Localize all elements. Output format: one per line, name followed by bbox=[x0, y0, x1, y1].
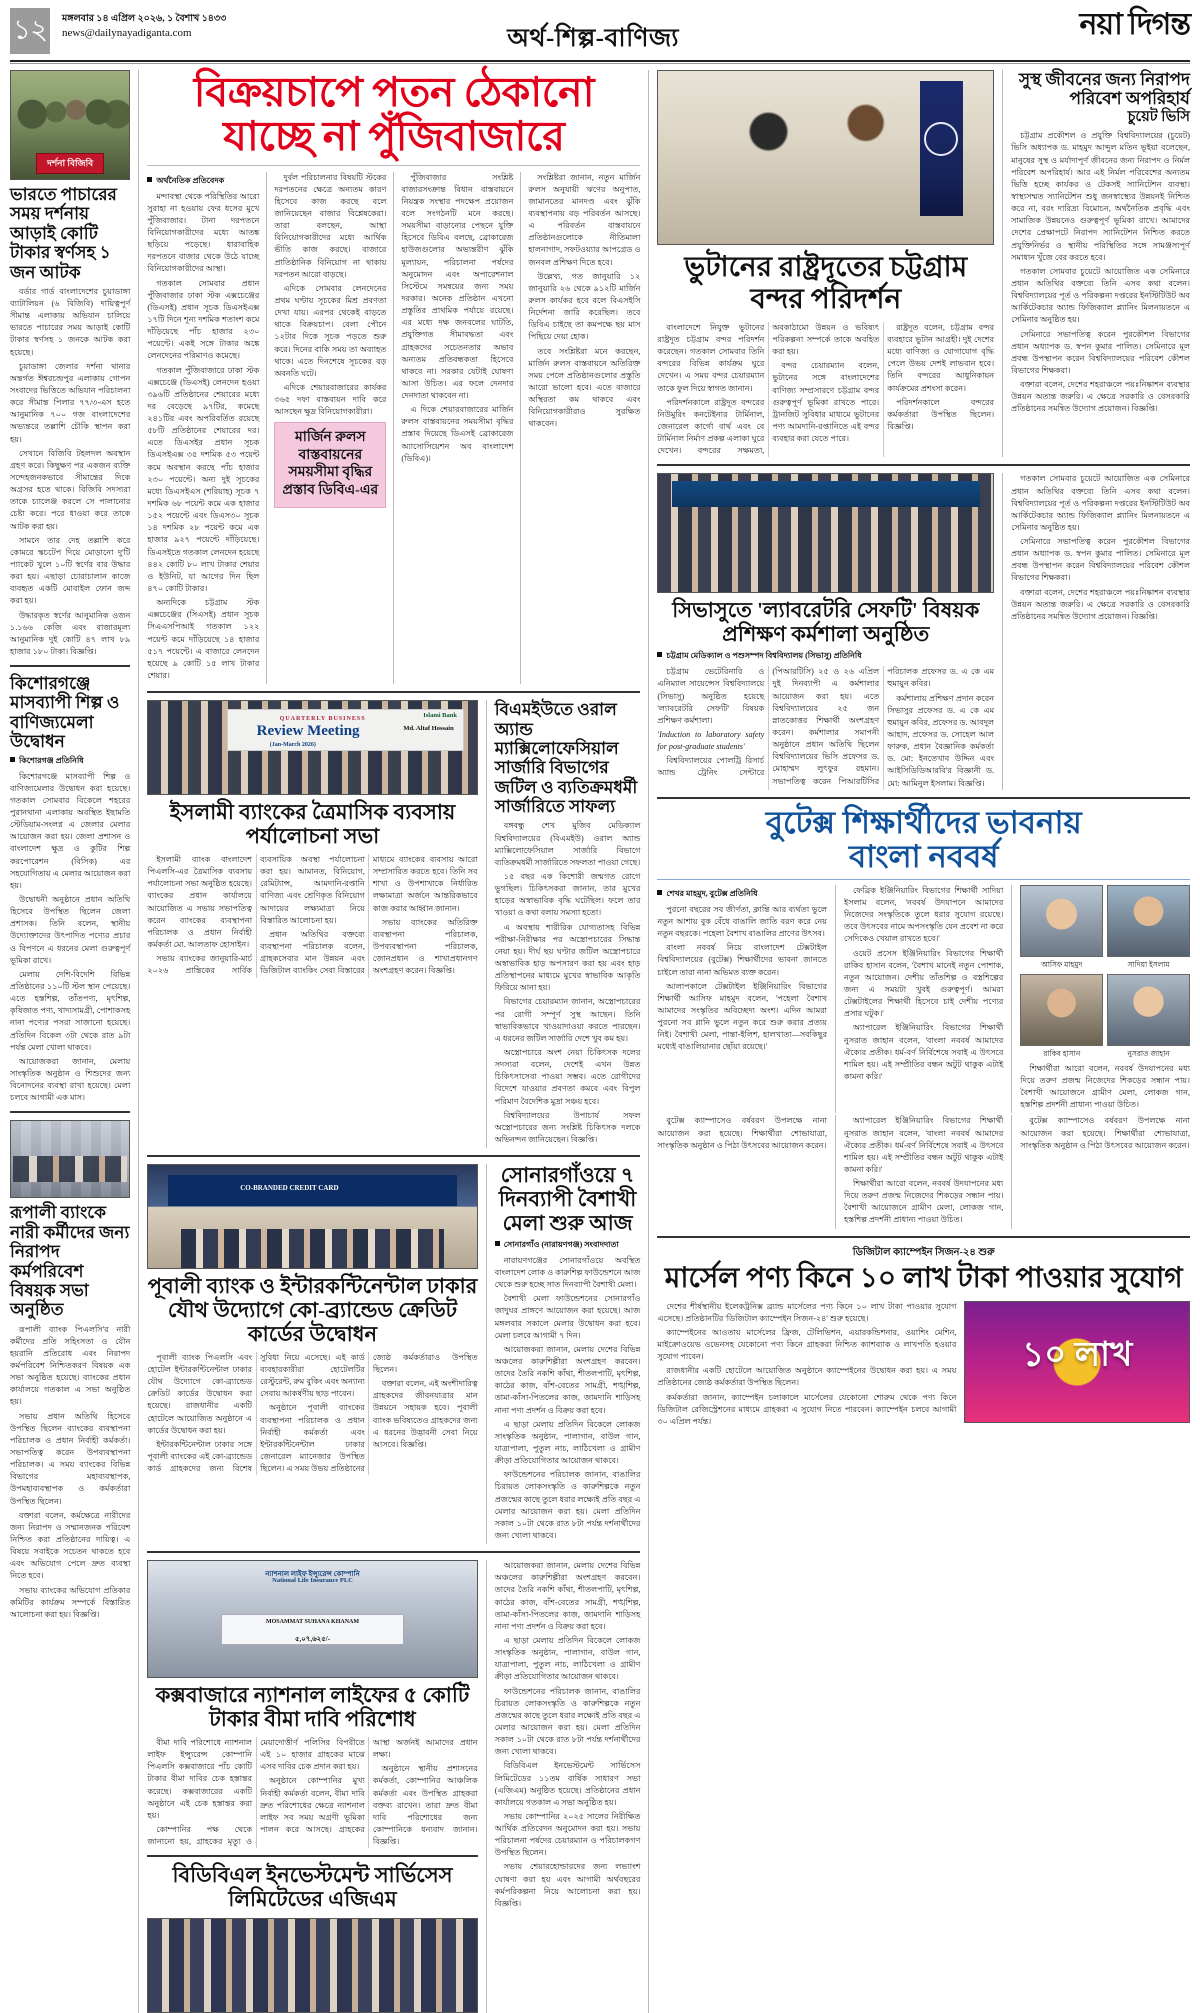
rail-separator-1 bbox=[138, 70, 139, 2013]
butex-body-grid-2 bbox=[657, 1115, 1190, 1228]
lead-col-3: পুঁজিবাজার সংশ্লিষ্ট বাজারসংক্রান্ত বিধান বাস্তবায়নে নিয়ন্ত্রক সংস্থার পদক্ষেপ প্রয়োজন বলে সংগঠনটি মনে করছে। সময়সীমা বাড়ানোর পেছনে যুক্তি হিসেবে ডিবিএ বলছে, ব্রোকারেজ হাউজগুলোর অভ্যন্তরীণ ঝুঁকি মূল্যায়ন, পরিচালনা পর্ষদের অনুমোদন এবং অপারেশনাল সিস্টেমে সমন্বয়ের জন্য সময় দরকার। অনেক প্রতিষ্ঠান এখনো প্রস্তুতির প্রাথমিক পর্যায়ে রয়েছে। এর মধ্যে দক্ষ জনবলের ঘাটতি, প্রযুক্তিগত সীমাবদ্ধতা এবং গ্রাহকদের সচেতনতার অভাব অন্যতম প্রতিবন্ধকতা হিসেবে থাকবে না। সরকার যেটাই ঘোষণা আসা উচিত। এর ফলে দেনদার দেনদাতা থাকবেন না। এ দিকে শেয়ারবাজারের মার্জিন রুলস বাস্তবায়নের সময়সীমা বৃদ্ধির প্রস্তাব দিয়েছে ডিএসই ব্রোকারেজ অ্যাসোসিয়েশন অব বাংলাদেশ (ডিবিএ)। bbox=[401, 172, 514, 463]
butex-col-3: আসিফ মাহমুদ সাদিয়া ইসলাম রাকিব হাসান নুসরাত জাহান শিক্ষার্থীরা আরো বলেন, নববর্ষ উদযাপনের মধ্য দিয়ে তরুণ প্রজন্ম নিজেদের শিকড়ের সন্ধান পায়। বৈশাখী আয়োজনে গ্রামীণ মেলা, লোকজ গান, হস্তশিল্প প্রদর্শনী প্রাধান্য পাওয়া উচিত। bbox=[1020, 885, 1190, 1114]
body-bhutan: বাংলাদেশে নিযুক্ত ভুটানের রাষ্ট্রদূত চট্টগ্রাম বন্দর পরিদর্শন করেছেন। গতকাল সোমবার তিনি বন্দরের বিভিন্ন কার্যক্রম ঘুরে দেখেন। এ সময় বন্দর চেয়ারম্যান তাকে ফুল দিয়ে স্বাগত জানান। পরিদর্শনকালে রাষ্ট্রদূত বন্দরের নিউমুরিং কনটেইনার টার্মিনাল, জেনারেল কার্গো বার্থ এবং বে টার্মিনাল নির্মাণ প্রকল্প এলাকা ঘুরে দেখেন। বন্দরের সক্ষমতা, অবকাঠামো উন্নয়ন ও ভবিষ্যৎ পরিকল্পনা সম্পর্কে তাকে অবহিত করা হয়। বন্দর চেয়ারম্যান বলেন, ভুটানের সঙ্গে বাংলাদেশের বাণিজ্য সম্প্রসারণে চট্টগ্রাম বন্দর গুরুত্বপূর্ণ ভূমিকা রাখতে পারে। ট্রানজিট সুবিধার মাধ্যমে ভুটানের পণ্য আমদানি-রপ্তানিতে এই বন্দর ব্যবহার করা যেতে পারে। রাষ্ট্রদূত বলেন, চট্টগ্রাম বন্দর ব্যবহারে ভুটান আগ্রহী। দুই দেশের মধ্যে বাণিজ্য ও যোগাযোগ বৃদ্ধি পেলে উভয় দেশই লাভবান হবে। তিনি বন্দরের আধুনিকায়ন কার্যক্রমের প্রশংসা করেন। পরিদর্শনকালে বন্দরের কর্মকর্তারা উপস্থিত ছিলেন। বিজ্ঞপ্তি। bbox=[657, 322, 995, 456]
lead-pullquote-box bbox=[274, 422, 386, 508]
center-divider-4 bbox=[147, 1855, 477, 1857]
photo-person-name: Md. Altaf Hossain bbox=[403, 725, 454, 733]
headline-cuet-line1[interactable]: সুস্থ জীবনের জন্য নিরাপদ bbox=[1018, 70, 1190, 89]
headline-lab-safety-line1[interactable]: সিভাসুতে 'ল্যাবরেটরি সেফটি' বিষয়ক bbox=[672, 598, 980, 623]
cheque-amount: ৫,০৭,৬২৫/- bbox=[294, 1635, 331, 1644]
body-national-life: বীমা দাবি পরিশোধে ন্যাশনাল লাইফ ইন্স্যুরেন্স কোম্পানি পিএলসি কক্সবাজারে পাঁচ কোটি টাকার বীমা দাবির চেক হস্তান্তর করেছে। কক্সবাজারের একটি অনুষ্ঠানে এই চেক হস্তান্তর করা হয়। কোম্পানির পক্ষ থেকে জানানো হয়, গ্রাহকের মৃত্যু ও মেয়াদোত্তীর্ণ পলিসির বিপরীতে এই ১০ হাজার গ্রাহকের মাঝে এসব দাবির চেক প্রদান করা হয়। অনুষ্ঠানে কোম্পানির মুখ্য নির্বাহী কর্মকর্তা বলেন, বীমা দাবি দ্রুত পরিশোধের ক্ষেত্রে ন্যাশনাল লাইফ সব সময় অগ্রণী ভূমিকা পালন করে আসছে। গ্রাহকের আস্থা অর্জনই আমাদের প্রধান লক্ষ্য। অনুষ্ঠানে স্থানীয় প্রশাসনের কর্মকর্তা, কোম্পানির আঞ্চলিক কর্মকর্তা এবং উপস্থিত গ্রাহকরা বক্তব্য রাখেন। তারা দ্রুত বীমা দাবি পরিশোধের জন্য কোম্পানিকে ধন্যবাদ জানান। বিজ্ঞপ্তি। bbox=[147, 1737, 478, 1847]
lead-headline-line1[interactable]: বিক্রয়চাপে পতন ঠেকানো bbox=[193, 69, 595, 115]
butex-col-1: শেখর মাহমুদ, বুটেক্স প্রতিনিধি পুরনো বছরের সব জীর্ণতা, ক্লান্তি আর ব্যর্থতা ভুলে নতুন আশায় বুক বেঁধে বাঙালি জাতি বরণ করে নেয় নতুন বছরকে। পহেলা বৈশাখ বাঙালির প্রাণের উৎসব। বাংলা নববর্ষ নিয়ে বাংলাদেশ টেক্সটাইল বিশ্ববিদ্যালয়ের (বুটেক্স) শিক্ষার্থীদের ভাবনা জানতে চাইলে তারা নানা অভিমত ব্যক্ত করেন। আলাপকালে টেক্সটাইল ইঞ্জিনিয়ারিং বিভাগের শিক্ষার্থী আসিফ মাহমুদ বলেন, 'পহেলা বৈশাখ আমাদের সংস্কৃতির অবিচ্ছেদ্য অংশ। এদিন আমরা পুরনো সব গ্লানি ভুলে নতুন করে শুরু করার প্রত্যয় নিই। বৈশাখী মেলা, পান্তা-ইলিশ, হালখাতা—সবকিছুর মধ্যেই বাঙালিয়ানার ছোঁয়া রয়েছে।' bbox=[657, 888, 828, 1052]
headline-bhutan-line2[interactable]: বন্দর পরিদর্শন bbox=[750, 283, 902, 315]
page-grid bbox=[10, 70, 1190, 2013]
butex-portrait-4 bbox=[1107, 974, 1190, 1046]
center-divider-3 bbox=[147, 1551, 640, 1553]
butex-caption-4: নুসরাত জাহান bbox=[1127, 1048, 1170, 1058]
left-divider-2 bbox=[10, 1111, 130, 1113]
headline-islami-bank[interactable]: ইসলামী ব্যাংকের ত্রৈমাসিক ব্যবসায় পর্যালোচনা সভা bbox=[169, 800, 456, 849]
right-divider-2 bbox=[657, 797, 1190, 799]
body-cuet-cont: গতকাল সোমবার চুয়েটে আয়োজিত এক সেমিনারে প্রধান অতিথির বক্তব্যে তিনি এসব কথা বলেন। বিশ্ববিদ্যালয়ের পূর্ত ও পরিকল্পনা দপ্তরের ইনস্টিটিউট অব আর্কিটেকচার অ্যান্ড ফিজিক্যাল প্ল্যানিং মিলনায়তনে এ সেমিনার অনুষ্ঠিত হয়। সেমিনারে সভাপতিত্ব করেন পুরকৌশল বিভাগের প্রধান অধ্যাপক ড. স্বপন কুমার পালিত। সেমিনারে মূল প্রবন্ধ উপস্থাপন করেন বিশ্ববিদ্যালয়ের পরিবেশ কৌশল বিভাগের শিক্ষকরা। বক্তারা বলেন, দেশের শহরাঞ্চলে পয়ঃনিষ্কাশন ব্যবস্থার উন্নয়ন অত্যন্ত জরুরি। এ ক্ষেত্রে সরকারি ও বেসরকারি প্রতিষ্ঠানের সমন্বিত উদ্যোগ প্রয়োজন। বিজ্ঞপ্তি। bbox=[1011, 474, 1190, 621]
bullet-icon bbox=[657, 890, 662, 895]
date-block bbox=[62, 8, 226, 39]
butex-col-4: বুটেক্স ক্যাম্পাসেও বর্ষবরণ উপলক্ষে নানা আয়োজন করা হয়েছে। শিক্ষার্থীরা শোভাযাত্রা, সাংস্কৃতিক অনুষ্ঠান ও পিঠা উৎসবের আয়োজন করেন। bbox=[657, 1116, 828, 1150]
body-cuet: চট্টগ্রাম প্রকৌশল ও প্রযুক্তি বিশ্ববিদ্যালয়ের (চুয়েট) ভিসি অধ্যাপক ড. মাহমুদ আব্দুল মতিন ভূইয়া বলেছেন, মানুষের সুস্থ ও মর্যাদাপূর্ণ জীবনের জন্য নিরাপদ ও নির্মল পরিবেশ অপরিহার্য। আর এই নির্মল পরিবেশের অন্যতম ভিত্তি হচ্ছে কার্যকর ও টেকসই স্যানিটেশন ব্যবস্থা। স্বাস্থ্যসম্মত স্যানিটেশন শুধু জনস্বাস্থ্যের উন্নয়নই নিশ্চিত করে না, বরং দারিদ্র্য বিমোচন, অর্থনৈতিক প্রবৃদ্ধি এবং সামাজিক উন্নয়নেও গুরুত্বপূর্ণ ভূমিকা রাখে। আমাদের দেশের প্রেক্ষাপটে নিরাপদ স্যানিটেশন নিশ্চিত করতে প্রযুক্তিনির্ভর ও স্থানীয় পরিস্থিতির সঙ্গে সামঞ্জস্যপূর্ণ সমাধান খুঁজে বের করতে হবে। গতকাল সোমবার চুয়েটে আয়োজিত এক সেমিনারে প্রধান অতিথির বক্তব্যে তিনি এসব কথা বলেন। বিশ্ববিদ্যালয়ের পূর্ত ও পরিকল্পনা দপ্তরের ইনস্টিটিউট অব আর্কিটেকচার অ্যান্ড ফিজিক্যাল প্ল্যানিং মিলনায়তনে এ সেমিনার অনুষ্ঠিত হয়। সেমিনারে সভাপতিত্ব করেন পুরকৌশল বিভাগের প্রধান অধ্যাপক ড. স্বপন কুমার পালিত। সেমিনারে মূল প্রবন্ধ উপস্থাপন করেন বিশ্ববিদ্যালয়ের পরিবেশ কৌশল বিভাগের শিক্ষকরা। বক্তারা বলেন, দেশের শহরাঞ্চলে পয়ঃনিষ্কাশন ব্যবস্থার উন্নয়ন অত্যন্ত জরুরি। এ ক্ষেত্রে সরকারি ও বেসরকারি প্রতিষ্ঠানের সমন্বিত উদ্যোগ প্রয়োজন। বিজ্ঞপ্তি। bbox=[1011, 131, 1190, 414]
bullet-icon bbox=[10, 757, 15, 762]
photo-title-nlic-bn: ন্যাশনাল লাইফ ইন্স্যুরেন্স কোম্পানি bbox=[265, 1570, 360, 1579]
butex-portrait-2 bbox=[1107, 885, 1190, 957]
headline-bsmmu[interactable]: বিএমইউতে ওরাল অ্যান্ড ম্যাক্সিলোফেসিয়াল সার্জারি বিভাগের জটিল ও ব্যতিক্রমধর্মী সার্জারিতে সাফল্য bbox=[494, 700, 638, 817]
headline-bdbl[interactable]: বিডিবিএল ইনভেস্টমেন্ট সার্ভিসেস লিমিটেডের এজিএম bbox=[172, 1863, 453, 1912]
cuet-block bbox=[1011, 70, 1190, 457]
butex-caption-2: সাদিয়া ইসলাম bbox=[1127, 959, 1170, 969]
cuet-continued bbox=[1011, 473, 1190, 789]
cheque-payee: MOSAMMAT SUHANA KHANAM bbox=[265, 1619, 360, 1626]
bhutan-envoy-photo bbox=[657, 70, 994, 245]
byline-lead: অর্থনৈতিক প্রতিবেদক bbox=[147, 175, 259, 188]
left-headline-gold-seizure[interactable]: ভারতে পাচারের সময় দর্শনায় আড়াই কোটি টাকার স্বর্ণসহ ১ জন আটক bbox=[10, 185, 117, 282]
butex-portraits-row-1 bbox=[1020, 885, 1190, 970]
bullet-icon bbox=[147, 177, 152, 182]
body-islami-bank: ইসলামী ব্যাংক বাংলাদেশ পিএলসি-এর ত্রৈমাসিক ব্যবসায় পর্যালোচনা সভা অনুষ্ঠিত হয়েছে। ব্যাংকের প্রধান কার্যালয়ে আয়োজিত এ সভায় সভাপতিত্ব করেন ব্যাংকের ব্যবস্থাপনা পরিচালক ও প্রধান নির্বাহী কর্মকর্তা মো. আলতাফ হোসাইন। সভায় ব্যাংকের জানুয়ারি-মার্চ ২০২৬ প্রান্তিকের সার্বিক ব্যবসায়িক অবস্থা পর্যালোচনা করা হয়। আমানত, বিনিয়োগ, রেমিট্যান্স, আমদানি-রপ্তানি বাণিজ্য এবং শ্রেণিকৃত বিনিয়োগ আদায়ের লক্ষ্যমাত্রা নিয়ে বিস্তারিত আলোচনা হয়। প্রধান অতিথির বক্তব্যে ব্যবস্থাপনা পরিচালক বলেন, গ্রাহকসেবার মান উন্নয়ন এবং ডিজিটাল ব্যাংকিং সেবা বিস্তারের মাধ্যমে ব্যাংকের ব্যবসায় আরো সম্প্রসারিত করতে হবে। তিনি সব শাখা ও উপশাখাকে নির্ধারিত লক্ষ্যমাত্রা অর্জনে আন্তরিকভাবে কাজ করার আহ্বান জানান। সভায় ব্যাংকের অতিরিক্ত ব্যবস্থাপনা পরিচালক, উপব্যবস্থাপনা পরিচালক, জোনপ্রধান ও শাখাপ্রধানগণ অংশগ্রহণ করেন। বিজ্ঞপ্তি। bbox=[147, 855, 478, 976]
butex-caption-3: রাকিব হাসান bbox=[1043, 1048, 1081, 1058]
headline-butex-line2[interactable]: বাংলা নববর্ষ bbox=[848, 838, 999, 874]
center-row-3 bbox=[147, 1164, 640, 1544]
center-row-4 bbox=[147, 1560, 640, 2013]
photo-banner-period: (Jan-March 2026) bbox=[269, 742, 316, 749]
masthead-rule-thin bbox=[10, 63, 1190, 64]
photo-brand-nlic: National Life Insurance PLC bbox=[272, 1577, 353, 1585]
butex-col-6: বুটেক্স ক্যাম্পাসেও বর্ষবরণ উপলক্ষে নানা আয়োজন করা হয়েছে। শিক্ষার্থীরা শোভাযাত্রা, সাংস্কৃতিক অনুষ্ঠান ও পিঠা উৎসবের আয়োজন করেন। bbox=[1020, 1116, 1190, 1150]
right-divider-1 bbox=[657, 464, 1190, 466]
national-life-cheque-photo bbox=[147, 1560, 477, 1678]
bullet-icon bbox=[495, 1241, 500, 1246]
publication-date: মঙ্গলবার ১৪ এপ্রিল ২০২৬, ১ বৈশাখ ১৪৩৩ bbox=[62, 14, 227, 24]
left-headline-kishoreganj[interactable]: কিশোরগঞ্জে মাসব্যাপী শিল্প ও বাণিজ্যমেলা উদ্বোধন bbox=[10, 674, 120, 752]
lab-safety-quoted-title: 'Induction to laboratory safety for post-graduate students' bbox=[657, 729, 765, 752]
body-sonargaon-cont: আয়োজকরা জানান, মেলায় দেশের বিভিন্ন অঞ্চলের কারুশিল্পীরা অংশগ্রহণ করবেন। তাদের তৈরি নকশি কাঁথা, শীতলপাটি, মৃৎশিল্প, কাঠের কাজ, বাঁশ-বেতের সামগ্রী, শঙ্খশিল্প, তামা-কাঁসা-পিতলের কাজ, জামদানি শাড়িসহ নানা পণ্য প্রদর্শন ও বিক্রয় করা হবে। এ ছাড়া মেলায় প্রতিদিন বিকেলে লোকজ সাংস্কৃতিক অনুষ্ঠান, পালাগান, বাউল গান, যাত্রাপালা, পুতুল নাচ, লাঠিখেলা ও গ্রামীণ ক্রীড়া প্রতিযোগিতার আয়োজন থাকবে। ফাউন্ডেশনের পরিচালক জানান, বাঙালির চিরায়ত লোকসংস্কৃতি ও কারুশিল্পকে নতুন প্রজন্মের কাছে তুলে ধরার লক্ষ্যেই প্রতি বছর এ মেলার আয়োজন করা হয়। মেলা প্রতিদিন সকাল ১০টা থেকে রাত ৮টা পর্যন্ত দর্শনার্থীদের জন্য খোলা থাকবে। বিডিবিএল ইনভেস্টমেন্ট সার্ভিসেস লিমিটেডের ১১তম বার্ষিক সাধারণ সভা (এজিএম) অনুষ্ঠিত হয়েছে। প্রতিষ্ঠানের প্রধান কার্যালয়ে গতকাল এ সভা অনুষ্ঠিত হয়। সভায় কোম্পানির ২০২৫ সালের নিরীক্ষিত আর্থিক প্রতিবেদন অনুমোদন করা হয়। সভায় পরিচালনা পর্ষদের চেয়ারম্যান ও পরিচালকগণ উপস্থিত ছিলেন। সভায় শেয়ারহোল্ডারদের জন্য লভ্যাংশ ঘোষণা করা হয় এবং আগামী অর্থবছরের কর্মপরিকল্পনা নিয়ে আলোচনা করা হয়। বিজ্ঞপ্তি। bbox=[494, 1561, 641, 1908]
butex-block bbox=[657, 806, 1190, 1229]
body-pubali: পূবালী ব্যাংক পিএলসি এবং হোটেল ইন্টারকন্টিনেন্টাল ঢাকার যৌথ উদ্যোগে কো-ব্র্যান্ডেড ক্রেডিট কার্ডের উদ্বোধন করা হয়েছে। রাজধানীর একটি হোটেলে আয়োজিত অনুষ্ঠানে এ কার্ডের উদ্বোধন করা হয়। ইন্টারকন্টিনেন্টাল ঢাকার সঙ্গে পূবালী ব্যাংকের এই কো-ব্র্যান্ডেড কার্ড গ্রাহকদের জন্য বিশেষ সুবিধা নিয়ে এসেছে। এই কার্ড ব্যবহারকারীরা হোটেলটির রেস্টুরেন্ট, রুম বুকিং এবং অন্যান্য সেবায় আকর্ষণীয় ছাড় পাবেন। অনুষ্ঠানে পূবালী ব্যাংকের ব্যবস্থাপনা পরিচালক ও প্রধান নির্বাহী কর্মকর্তা এবং ইন্টারকন্টিনেন্টাল ঢাকার জেনারেল ম্যানেজার উপস্থিত ছিলেন। এ সময় উভয় প্রতিষ্ঠানের জ্যেষ্ঠ কর্মকর্তারাও উপস্থিত ছিলেন। বক্তারা বলেন, এই অংশীদারিত্ব গ্রাহকদের জীবনযাত্রার মান উন্নয়নে সহায়ক হবে। পূবালী ব্যাংক ভবিষ্যতেও গ্রাহকদের জন্য এ ধরনের উদ্ভাবনী সেবা নিয়ে আসবে। বিজ্ঞপ্তি। bbox=[147, 1352, 478, 1474]
bdbl-agm-photo bbox=[147, 1918, 477, 2013]
lab-safety-photo bbox=[657, 473, 994, 593]
center-row-2 bbox=[147, 700, 640, 1148]
marcel-badge-amount: ১০ লাখ bbox=[1022, 1336, 1133, 1374]
headline-lab-safety-line2[interactable]: প্রশিক্ষণ কর্মশালা অনুষ্ঠিত bbox=[722, 622, 930, 647]
headline-bhutan-line1[interactable]: ভুটানের রাষ্ট্রদূতের চট্টগ্রাম bbox=[684, 252, 968, 283]
center-zone bbox=[147, 70, 640, 2013]
headline-sonargaon[interactable]: সোনারগাঁওয়ে ৭ দিনব্যাপী বৈশাখী মেলা শুরু আজ bbox=[498, 1163, 637, 1235]
lead-body-grid bbox=[147, 172, 640, 685]
photo-brand-islami: Islami Bank bbox=[423, 712, 457, 720]
photo-banner-kicker: QUARTERLY BUSINESS bbox=[279, 716, 366, 723]
headline-marcel[interactable]: মার্সেল পণ্য কিনে ১০ লাখ টাকা পাওয়ার সুযোগ bbox=[664, 1262, 1183, 1294]
lab-safety-block bbox=[657, 473, 994, 789]
body-bsmmu: বঙ্গবন্ধু শেখ মুজিব মেডিক্যাল বিশ্ববিদ্যালয়ের (বিএমইউ) ওরাল অ্যান্ড ম্যাক্সিলোফেসিয়াল সার্জারি বিভাগে ব্যতিক্রমধর্মী সার্জারিতে সফলতা পাওয়া গেছে। ১৫ বছর এক কিশোরী জন্মগত রোগে ভুগছিল। চিকিৎসকরা জানান, তার মুখের হাড়ের অস্বাভাবিক বৃদ্ধি ঘটেছিল। ফলে তার খাওয়া ও কথা বলায় সমস্যা হতো। এ অবস্থায় শারীরিক যোগ্যতাসহ বিভিন্ন পরীক্ষা-নিরীক্ষার পর অস্ত্রোপচারের সিদ্ধান্ত নেয়া হয়। দীর্ঘ ছয় ঘণ্টার জটিল অস্ত্রোপচারে অস্বাভাবিক হাড় অপসারণ করা হয় এবং হাড় প্রতিস্থাপনের মাধ্যমে মুখের স্বাভাবিক আকৃতি ফিরিয়ে আনা হয়। বিভাগের চেয়ারম্যান জানান, অস্ত্রোপচারের পর রোগী সম্পূর্ণ সুস্থ আছেন। তিনি স্বাভাবিকভাবে খাওয়াদাওয়া করতে পারছেন। এ ধরনের জটিল সার্জারি দেশে খুব কম হয়। অস্ত্রোপচারে অংশ নেয়া চিকিৎসক দলের সদস্যরা বলেন, দেশেই এখন উন্নত চিকিৎসাসেবা পাওয়া সম্ভব। এতে রোগীদের বিদেশে যাওয়ার প্রবণতা কমবে এবং বিপুল পরিমাণ বৈদেশিক মুদ্রা সঞ্চয় হবে। বিশ্ববিদ্যালয়ের উপাচার্য সফল অস্ত্রোপচারের জন্য সংশ্লিষ্ট চিকিৎসক দলকে অভিনন্দন জানিয়েছেন। বিজ্ঞপ্তি। bbox=[494, 821, 641, 1144]
bhutan-block bbox=[657, 70, 994, 457]
butex-portrait-1 bbox=[1020, 885, 1103, 957]
headline-cuet-line2[interactable]: পরিবেশ অপরিহার্য bbox=[1069, 89, 1190, 109]
butex-col-2: ফেব্রিক ইঞ্জিনিয়ারিং বিভাগের শিক্ষার্থী সাদিয়া ইসলাম বলেন, 'নববর্ষ উদযাপনে আমাদের নিজেদের সংস্কৃতিকে তুলে ধরার সুযোগ রয়েছে। তবে উৎসবের নামে অপসংস্কৃতি যেন প্রবেশ না করে সেদিকেও খেয়াল রাখতে হবে।' ওয়েট প্রসেস ইঞ্জিনিয়ারিং বিভাগের শিক্ষার্থী রাকিব হাসান বলেন, 'বৈশাখ মানেই নতুন পোশাক, নতুন আয়োজন। দেশীয় তাঁতশিল্প ও বস্ত্রশিল্পের জন্য এ সময়টা খুবই গুরুত্বপূর্ণ। আমরা টেক্সটাইলের শিক্ষার্থী হিসেবে চাই দেশীয় পণ্যের প্রসার ঘটুক।' অ্যাপারেল ইঞ্জিনিয়ারিং বিভাগের শিক্ষার্থী নুসরাত জাহান বলেন, 'বাংলা নববর্ষ আমাদের ঐক্যের প্রতীক। ধর্ম-বর্ণ নির্বিশেষে সবাই এ উৎসবে শামিল হয়। এই সম্প্রীতির বন্ধন অটুট থাকুক এটাই কামনা করি।' bbox=[844, 885, 1004, 1081]
left-body-kishoreganj: কিশোরগঞ্জে মাসব্যাপী শিল্প ও বাণিজ্যমেলার উদ্বোধন করা হয়েছে। গতকাল সোমবার বিকেলে শহরের পুরানথানা এলাকায় অবস্থিত ইছামতি স্টেডিয়াম-সংলগ্ন এ জেলার মেলার আয়োজন করা হয়। জেলা প্রশাসন ও বাংলাদেশ ক্ষুদ্র ও কুটির শিল্প করপোরেশন (বিসিক) এর সহযোগিতায় এ মেলার আয়োজন করা হয়। উদ্বোধনী অনুষ্ঠানে প্রধান অতিথি হিসেবে উপস্থিত ছিলেন জেলা প্রশাসক। তিনি বলেন, স্থানীয় উদ্যোক্তাদের উৎপাদিত পণ্যের প্রচার ও বিপণনে এ ধরনের মেলা গুরুত্বপূর্ণ ভূমিকা রাখে। মেলায় দেশি-বিদেশি বিভিন্ন প্রতিষ্ঠানের ১১০টি স্টল স্থান পেয়েছে। এতে হস্তশিল্প, তাঁতপণ্য, মৃৎশিল্প, কৃষিজাত পণ্য, খাদ্যসামগ্রী, পোশাকসহ নানা পণ্যের পসরা সাজানো হয়েছে। প্রতিদিন বিকেল ৩টা থেকে রাত ৯টা পর্যন্ত মেলা খোলা থাকবে। আয়োজকরা জানান, মেলায় সাংস্কৃতিক অনুষ্ঠান ও শিশুদের জন্য বিনোদনের ব্যবস্থা রাখা হয়েছে। মেলা চলবে আগামী এক মাস। bbox=[10, 771, 131, 1103]
left-rail bbox=[10, 70, 130, 2013]
center-divider-1 bbox=[147, 691, 640, 693]
section-title: অর্থ-শিল্প-বাণিজ্য bbox=[507, 25, 680, 52]
contact-email[interactable]: news@dailynayadiganta.com bbox=[62, 27, 192, 39]
byline-lab-safety: চট্টগ্রাম মেডিক্যাল ও পশুসম্পদ বিশ্ববিদ্যালয় (সিভাসু) প্রতিনিধি bbox=[657, 650, 994, 663]
bsmmu-block bbox=[495, 700, 641, 1148]
headline-national-life[interactable]: কক্সবাজারে ন্যাশনাল লাইফের ৫ কোটি টাকার বীমা দাবি পরিশোধ bbox=[155, 1683, 470, 1732]
left-body-gold-seizure: বর্ডার গার্ড বাংলাদেশের চুয়াডাঙ্গা ব্যাটালিয়ন (৬ বিজিবি) দায়িত্বপূর্ণ সীমান্ত এলাকায় অভিযান চালিয়ে ভারতে পাচারের সময় আড়াই কোটি টাকার স্বর্ণসহ ১ জনকে আটক করা হয়েছে। চুয়াডাঙ্গা জেলার দর্শনা থানার অন্তর্গত ঈশ্বরচন্দ্রপুর এলাকায় গোপন সংবাদের ভিত্তিতে অভিযান পরিচালনা করে সীমান্ত পিলার ৭৭/৩-এস হতে আনুমানিক ৭০০ গজ বাংলাদেশের অভ্যন্তরে তল্লাশি চৌকি স্থাপন করা হয়। সেখানে বিজিবি টহলদল অবস্থান গ্রহণ করে। কিছুক্ষণ পর একজন ব্যক্তি সন্দেহজনকভাবে সীমান্তের দিকে অগ্রসর হতে থাকে। বিজিবি সদস্যরা তাকে চ্যালেঞ্জ করলে সে পালানোর চেষ্টা করে। পরে ধাওয়া করে তাকে আটক করা হয়। সামনে তার দেহ তল্লাশি করে কোমরে স্কচটেপ দিয়ে মোড়ানো দু'টি প্যাকেট খুলে ১০টি স্বর্ণের বার উদ্ধার করা হয়। এছাড়া চোরাচালান কাজে ব্যবহৃত একটি মোবাইল ফোন জব্দ করা হয়। উদ্ধারকৃত স্বর্ণের আনুমানিক ওজন ১.১৬৬ কেজি এবং বাজারমূল্য আনুমানিক দুই কোটি ৪৭ লাখ ৮৯ হাজার ১৮০ টাকা। বিজ্ঞপ্তি। bbox=[10, 286, 131, 656]
headline-butex-line1[interactable]: বুটেক্স শিক্ষার্থীদের ভাবনায় bbox=[765, 804, 1082, 840]
masthead bbox=[10, 0, 1190, 58]
islami-bank-photo bbox=[147, 700, 477, 795]
page-number: ১২ bbox=[10, 8, 50, 54]
brand-logo[interactable] bbox=[960, 8, 1190, 40]
pubali-launch-photo: CO-BRANDED CREDIT CARD bbox=[147, 1164, 477, 1269]
right-divider-3 bbox=[657, 1236, 1190, 1238]
body-sonargaon: নারায়ণগঞ্জের সোনারগাঁওয়ে অবস্থিত বাংলাদেশ লোক ও কারুশিল্প ফাউন্ডেশনে আজ থেকে শুরু হচ্ছে সাত দিনব্যাপী বৈশাখী মেলা। বৈশাখী মেলা ফাউন্ডেশনের সোনারগাঁও জাদুঘর প্রাঙ্গণে আয়োজন করা হয়েছে। আজ মঙ্গলবার সকালে মেলার উদ্বোধন করা হবে। মেলা চলবে আগামী ৭ দিন। আয়োজকরা জানান, মেলায় দেশের বিভিন্ন অঞ্চলের কারুশিল্পীরা অংশগ্রহণ করবেন। তাদের তৈরি নকশি কাঁথা, শীতলপাটি, মৃৎশিল্প, কাঠের কাজ, বাঁশ-বেতের সামগ্রী, শঙ্খশিল্প, তামা-কাঁসা-পিতলের কাজ, জামদানি শাড়িসহ নানা পণ্য প্রদর্শন ও বিক্রয় করা হবে। এ ছাড়া মেলায় প্রতিদিন বিকেলে লোকজ সাংস্কৃতিক অনুষ্ঠান, পালাগান, বাউল গান, যাত্রাপালা, পুতুল নাচ, লাঠিখেলা ও গ্রামীণ ক্রীড়া প্রতিযোগিতার আয়োজন থাকবে। ফাউন্ডেশনের পরিচালক জানান, বাঙালির চিরায়ত লোকসংস্কৃতি ও কারুশিল্পকে নতুন প্রজন্মের কাছে তুলে ধরার লক্ষ্যেই প্রতি বছর এ মেলার আয়োজন করা হয়। মেলা প্রতিদিন সকাল ১০টা থেকে রাত ৮টা পর্যন্ত দর্শনার্থীদের জন্য খোলা থাকবে। bbox=[494, 1255, 641, 1540]
byline-kishoreganj: কিশোরগঞ্জ প্রতিনিধি bbox=[10, 755, 130, 768]
lead-rule bbox=[147, 165, 640, 166]
flag-stand bbox=[920, 81, 964, 216]
byline-sonargaon: সোনারগাঁও (নারায়ণগঞ্জ) সংবাদদাতা bbox=[495, 1239, 641, 1252]
right-row-2 bbox=[657, 473, 1190, 789]
marcel-photo-wrap bbox=[964, 1301, 1190, 1430]
left-body-rupali: রূপালী ব্যাংক পিএলসি'র নারী কর্মীদের প্রতি সহিংসতা ও যৌন হয়রানি প্রতিরোধ এবং নিরাপদ কর্মপরিবেশ নিশ্চিতকরণ বিষয়ক এক সভা অনুষ্ঠিত হয়েছে। ব্যাংকের প্রধান কার্যালয়ে গতকাল এ সভা অনুষ্ঠিত হয়। সভায় প্রধান অতিথি হিসেবে উপস্থিত ছিলেন ব্যাংকের ব্যবস্থাপনা পরিচালক ও প্রধান নির্বাহী কর্মকর্তা। সভাপতিত্ব করেন উপব্যবস্থাপনা পরিচালক। এ সময় ব্যাংকের বিভিন্ন বিভাগের মহাব্যবস্থাপক, উপমহাব্যবস্থাপক ও কর্মকর্তারা উপস্থিত ছিলেন। বক্তারা বলেন, কর্মক্ষেত্রে নারীদের জন্য নিরাপদ ও সম্মানজনক পরিবেশ নিশ্চিত করা প্রতিষ্ঠানের দায়িত্ব। এ বিষয়ে সবাইকে সচেতন থাকতে হবে এবং অভিযোগ পেলে দ্রুত ব্যবস্থা নিতে হবে। সভায় ব্যাংকের অভিযোগ প্রতিকার কমিটির কার্যক্রম সম্পর্কে বিস্তারিত আলোচনা করা হয়। বিজ্ঞপ্তি। bbox=[10, 1324, 131, 1619]
headline-cuet-line3[interactable]: চুয়েট ভিসি bbox=[1127, 108, 1190, 125]
body-lab-safety: চট্টগ্রাম ভেটেরিনারি ও এনিম্যাল সায়েন্সেস বিশ্ববিদ্যালয়ে (সিভাসু) অনুষ্ঠিত হয়েছে 'ল্যাবরেটরি সেফটি' বিষয়ক প্রশিক্ষণ কর্মশালা। 'Induction to laboratory safety for post-graduate students' বিশ্ববিদ্যালয়ের পোলট্রি রিসার্চ অ্যান্ড ট্রেনিং সেন্টারে (পিআরটিসি) ২৫ ও ২৬ এপ্রিল দুই দিনব্যাপী এ কর্মশালার আয়োজন করা হয়। এতে বিশ্ববিদ্যালয়ের ২৫ জন স্নাতকোত্তর শিক্ষার্থী অংশগ্রহণ করেন। কর্মশালার সমাপনী অনুষ্ঠানে প্রধান অতিথি ছিলেন বিশ্ববিদ্যালয়ের ভিসি প্রফেসর ড. মোহাম্মদ লুৎফুর রহমান। সভাপতিত্ব করেন পিআরটিসির পরিচালক প্রফেসর ড. এ কে এম হুমায়ুন কবির। কর্মশালায় প্রশিক্ষণ প্রদান করেন সিভাসুর প্রফেসর ড. এ কে এম হুমায়ুন কবির, প্রফেসর ড. আবদুল আহাদ, প্রফেসর ড. সোহেল আল ফারুক, প্রধান বৈজ্ঞানিক কর্মকর্তা ড. মো: ইনতেখাব উদ্দিন এবং আইসিডিডিআরবি'র বিজ্ঞানী ড. মো: আমিনুল ইসলাম। বিজ্ঞপ্তি। bbox=[657, 667, 995, 788]
lead-col-2: দুর্বল পরিচালনার বিষয়টি স্টকের দরপতনের ক্ষেত্রে অন্যতম কারণ হিসেবে কাজ করছে বলে জানিয়েছেন বাজার বিশ্লেষকেরা। তারা বলছেন, আস্থা বিনিয়োগকারীদের মধ্যে আর্থিক ভীতি কাজ করছে। বাজারে প্রাতিষ্ঠানিক বিনিয়োগ না থাকায় দরপতন আরো বাড়ছে। এদিকে সোমবার লেনদেনের প্রথম ঘণ্টায় সূচকের মিশ্র প্রবণতা দেখা যায়। এরপর থেকেই বাড়তে থাকে বিক্রয়চাপ। বেলা পৌনে ১২টার দিকে সূচক পড়তে শুরু করে। দিনের বাকি সময় তা অব্যাহত থাকে। এতে দিনশেষে সূচকের বড় অবনতি ঘটে। এদিকে শেয়ারবাজারের কার্যকর ৩৬৫ দফা বাস্তবায়ন দাবি করে আসছেন ক্ষুদ্র বিনিয়োগকারীরা। মার্জিন রুলস বাস্তবায়নের সময়সীমা বৃদ্ধির প্রস্তাব ডিবিএ-এর bbox=[274, 172, 386, 685]
lead-headline-line2[interactable]: যাচ্ছে না পুঁজিবাজারে bbox=[223, 113, 565, 160]
photo-banner-title: Review Meeting bbox=[256, 723, 360, 740]
sonargaon-continued bbox=[495, 1560, 641, 2013]
butex-portrait-3 bbox=[1020, 974, 1103, 1046]
butex-caption-1: আসিফ মাহমুদ bbox=[1041, 959, 1083, 969]
byline-butex: শেখর মাহমুদ, বুটেক্স প্রতিনিধি bbox=[657, 888, 827, 901]
rupali-meeting-photo bbox=[10, 1120, 130, 1198]
bullet-icon bbox=[657, 652, 662, 657]
photo-label-bgp: দর্শনা বিজিবি bbox=[36, 153, 104, 174]
butex-rule bbox=[657, 879, 1190, 880]
national-life-block bbox=[147, 1560, 477, 2013]
islami-bank-block bbox=[147, 700, 477, 1148]
bgp-seizure-photo bbox=[10, 70, 130, 180]
rail-separator-2 bbox=[648, 70, 649, 2013]
lead-col-4: সংশ্লিষ্টরা জানান, নতুন মার্জিন রুলস অনুযায়ী ঋণের অনুপাত, জামানতের মানদণ্ড এবং ঝুঁকি ব্যবস্থাপনায় বড় পরিবর্তন আসছে। এ পরিবর্তন বাস্তবায়নে প্রতিষ্ঠানগুলোকে নীতিমালা হালনাগাদ, সফটওয়্যার আপগ্রেড ও জনবল প্রশিক্ষণ দিতে হবে। উল্লেখ্য, গত জানুয়ারি ১২ জানুয়ারি ২৬ থেকে ৯১২টি মার্জিন রুলস কার্যকর হবে বলে বিএসইসি নির্দেশনা জারি করেছিল। তবে ডিবিএ চাইছে তা কমপক্ষে ছয় মাস পিছিয়ে দেয়া হোক। তবে সংশ্লিষ্টরা মনে করছেন, মার্জিন রুলস বাস্তবায়নে অতিরিক্ত সময় পেলে প্রতিষ্ঠানগুলোর প্রস্তুতি আরো ভালো হবে। এতে বাজারে অস্থিরতা কম থাকবে এবং বিনিয়োগকারীরাও সুরক্ষিত থাকবেন। bbox=[528, 172, 641, 429]
center-divider-2 bbox=[147, 1155, 640, 1157]
marcel-block bbox=[657, 1245, 1190, 1430]
lead-pullquote-text: মার্জিন রুলস বাস্তবায়নের সময়সীমা বৃদ্ধির প্রস্তাব ডিবিএ-এর bbox=[282, 430, 379, 498]
sonargaon-block bbox=[495, 1164, 641, 1544]
marcel-campaign-photo bbox=[964, 1301, 1190, 1423]
pubali-block bbox=[147, 1164, 477, 1544]
brand-name: নয়া দিগন্ত bbox=[1079, 8, 1190, 41]
marcel-row bbox=[657, 1301, 1190, 1430]
kicker-marcel: ডিজিটাল ক্যাম্পেইন সিজন-২৪ শুরু bbox=[852, 1246, 995, 1258]
butex-body-grid bbox=[657, 885, 1190, 1114]
lead-col-1: অর্থনৈতিক প্রতিবেদক মন্দাবস্থা থেকে পরিস্থিতির আরো সুরাহা না হওয়ায় ফের ধসের মুখে পুঁজিবাজার। টানা দরপতনে বিনিয়োগকারীদের মধ্যে আতঙ্ক ছড়িয়ে পড়েছে। ধারাবাহিক দরপতনে বাজার থেকে উঠে যাচ্ছে বিনিয়োগকারীদের আস্থা। গতকাল সোমবার প্রধান পুঁজিবাজার ঢাকা স্টক এক্সচেঞ্জের (ডিএসই) প্রধান সূচক ডিএসইএক্স ১৭টি দিনে শূন্য দশমিক শতাংশ কমে দাঁড়িয়েছে পাঁচ হাজার ২৩০ পয়েন্টে। একই সঙ্গে টাকার অঙ্কে লেনদেনের পরিমাণও কমেছে। গতকাল পুঁজিবাজারে ঢাকা স্টক এক্সচেঞ্জে (ডিএসই) লেনদেন হওয়া ৩৯৬টি প্রতিষ্ঠানের শেয়ারের মধ্যে দর বেড়েছে ৯৭টির, কমেছে ২৪১টির এবং অপরিবর্তিত রয়েছে ৫৮টি প্রতিষ্ঠানের শেয়ারের দর। এতে ডিএসইর প্রধান সূচক ডিএসইএক্স ৩৫ দশমিক ৫৩ পয়েন্ট কমে অবস্থান করছে পাঁচ হাজার ২৩০ পয়েন্টে। অন্য দুই সূচকের মধ্যে ডিএসইএস (শরিয়াহ) সূচক ৭ দশমিক ৬৮ পয়েন্ট কমে এক হাজার ১৫২ পয়েন্টে এবং ডিএস৩০ সূচক ১৪ দশমিক ২৮ পয়েন্ট কমে এক হাজার ৯২৭ পয়েন্টে দাঁড়িয়েছে। ডিএসইতে গতকাল লেনদেন হয়েছে ৪৪২ কোটি ৮০ লাখ টাকার শেয়ার ও ইউনিট, যা আগের দিন ছিল ৪৭০ কোটি টাকার। অন্যদিকে চট্টগ্রাম স্টক এক্সচেঞ্জের (সিএসই) প্রধান সূচক সিএএসপিআই গতকাল ১২২ পয়েন্ট কমে দাঁড়িয়েছে ১৪ হাজার ৫১৭ পয়েন্টে। এ বাজারে লেনদেন হয়েছে ৯ কোটি ১৫ লাখ টাকার শেয়ার। bbox=[147, 175, 260, 681]
butex-col-5: অ্যাপারেল ইঞ্জিনিয়ারিং বিভাগের শিক্ষার্থী নুসরাত জাহান বলেন, 'বাংলা নববর্ষ আমাদের ঐক্যের প্রতীক। ধর্ম-বর্ণ নির্বিশেষে সবাই এ উৎসবে শামিল হয়। এই সম্প্রীতির বন্ধন অটুট থাকুক এটাই কামনা করি।' শিক্ষার্থীরা আরো বলেন, নববর্ষ উদযাপনের মধ্য দিয়ে তরুণ প্রজন্ম নিজেদের শিকড়ের সন্ধান পায়। বৈশাখী আয়োজনে গ্রামীণ মেলা, লোকজ গান, হস্তশিল্প প্রদর্শনী প্রাধান্য পাওয়া উচিত। bbox=[844, 1116, 1004, 1225]
right-row-1 bbox=[657, 70, 1190, 457]
headline-pubali[interactable]: পূবালী ব্যাংক ও ইন্টারকন্টিনেন্টাল ঢাকার যৌথ উদ্যোগে কো-ব্র্যান্ডেড ক্রেডিট কার্ডের উদ্বোধন bbox=[147, 1274, 478, 1346]
body-marcel: দেশের শীর্ষস্থানীয় ইলেকট্রনিক্স ব্র্যান্ড মার্সেলের পণ্য কিনে ১০ লাখ টাকা পাওয়ার সুযোগ এসেছে। প্রতিষ্ঠানটির 'ডিজিটাল ক্যাম্পেইন সিজন-২৪' শুরু হয়েছে। ক্যাম্পেইনের আওতায় মার্সেলের ফ্রিজ, টেলিভিশন, এয়ারকন্ডিশনার, ওয়াশিং মেশিন, মাইক্রোওয়েভ ওভেনসহ যেকোনো পণ্য কিনে গ্রাহকরা নিশ্চিত ক্যাশব্যাক ও লাখপতি হওয়ার সুযোগ পাবেন। রাজধানীর একটি হোটেলে আয়োজিত অনুষ্ঠানে ক্যাম্পেইনের উদ্বোধন করা হয়। এ সময় প্রতিষ্ঠানের জ্যেষ্ঠ কর্মকর্তারা উপস্থিত ছিলেন। কর্মকর্তারা জানান, ক্যাম্পেইন চলাকালে মার্সেলের যেকোনো শোরুম থেকে পণ্য কিনে ডিজিটাল রেজিস্ট্রেশনের মাধ্যমে গ্রাহকরা এ সুযোগ নিতে পারবেন। ক্যাম্পেইন চলবে আগামী ৩০ এপ্রিল পর্যন্ত। bbox=[657, 1301, 957, 1426]
left-divider-1 bbox=[10, 665, 130, 667]
right-zone bbox=[657, 70, 1190, 2013]
left-headline-rupali[interactable]: রূপালী ব্যাংকে নারী কর্মীদের জন্য নিরাপদ কর্মপরিবেশ বিষয়ক সভা অনুষ্ঠিত bbox=[10, 1203, 130, 1320]
butex-portraits-row-2 bbox=[1020, 974, 1190, 1059]
